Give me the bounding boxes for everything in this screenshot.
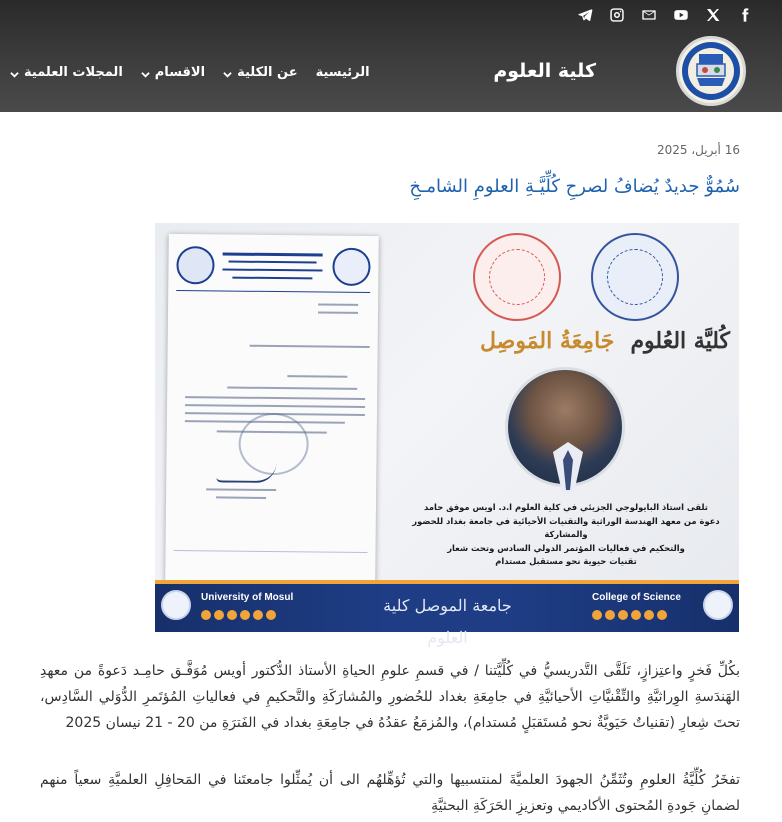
nav-home[interactable] (316, 65, 370, 80)
nav-home-label: الرئيسية (315, 64, 370, 80)
college-logo[interactable] (676, 36, 746, 106)
facebook-icon[interactable] (734, 4, 756, 26)
chevron-down-icon (10, 68, 19, 77)
college-seal-icon (703, 590, 733, 620)
banner-social-icons (201, 610, 276, 622)
caption-line: تقنيات حيوية نحو مستقبل مستدام (495, 556, 637, 566)
image-footer-banner (155, 580, 739, 647)
university-seal-icon (473, 233, 561, 321)
caption-line: والتحكيم في فعاليات المؤتمر الدولي السادس وتحت شعار (447, 542, 685, 553)
main-nav (10, 62, 370, 82)
nav-about-college[interactable] (223, 65, 298, 80)
letter-footer (173, 550, 367, 578)
university-seal-icon (332, 248, 370, 286)
nav-scientific-journals[interactable] (10, 65, 123, 80)
nav-scientific-journals-label: المجلات العلمية (24, 64, 123, 80)
caption-line: تلقى استاذ البايولوجي الجزيئي في كلية العلوم ا.د. اويس موفق حامد (424, 502, 708, 512)
nav-departments[interactable] (141, 65, 205, 80)
letter-letterhead (176, 246, 370, 288)
caption-line: دعوة من معهد الهندسة الوراثية والتقنيات الأحيائية في جامعة بغداد للحضور والمشاركة (412, 515, 720, 539)
instagram-icon[interactable] (606, 4, 628, 26)
social-links (574, 4, 756, 26)
nav-departments-label: الاقسام (154, 64, 206, 80)
signature (216, 462, 276, 483)
x-twitter-icon[interactable] (702, 4, 724, 26)
article-paragraph: تفخَرُ كُلِّيَّةُ العلومِ وتُثَمِّنُ الجهودَ العلميَّةَ لمنتسبيها والتي تُؤهِّلهُم الى أن يُمثِّلوا جامعتَنا في المَحافِلِ العلميَّةِ سعياً منهم لضمانِ جَودةِ المُحتوى الأكاديمي وتعزيزِ الحَرَكَةِ البحثيَّةِ (40, 772, 740, 814)
telegram-icon[interactable] (574, 4, 596, 26)
image-caption (403, 501, 729, 569)
site-header (0, 0, 782, 112)
seals-row (473, 233, 713, 333)
article-paragraph: بكُلِّ فَخرٍ واعتِزازٍ، تَلَقَّى التَّدريسيُّ في كُلِّيَّتنا / في قسمِ علومِ الحياةِ الأستاذ الدُّكتور أويس مُوَفَّـق حامِـد دَعوةً من معهدِ الهَندَسةِ الوِراثيَّةِ والتِّقْنيَّاتِ الأحيائيَّةِ في جامِعَةِ بغداد للحُضورِ والمُشارَكَةِ والتَّحكيمِ في فعالياتِ المُؤتَمرِ الدُّوَلي السَّادِس، تحتَ شِعارِ (تقنياتٌ حَيَويَّةٌ نحو مُستَقبَلٍ مُستدام)، والمُزمَعُ عقدُهُ في جامِعَةِ بغداد في الفَترَةِ من 20 - 21 نيسان 2025 (40, 663, 740, 731)
calligraphy-titles (480, 326, 730, 356)
nav-about-college-label: عن الكلية (237, 64, 298, 80)
banner-social-icons (592, 610, 667, 622)
invitation-letter-image (165, 234, 379, 584)
college-emblem-icon (680, 40, 742, 102)
chevron-down-icon (141, 68, 150, 77)
ministry-seal-icon (176, 246, 214, 284)
university-name-calligraphy: جَامِعَةُ المَوصِل (480, 328, 615, 354)
article-featured-image (155, 223, 739, 647)
professor-portrait (505, 367, 625, 487)
site-title[interactable]: كلية العلوم (493, 60, 596, 82)
article-title: سُمُوٌّ جديدٌ يُضافُ لصرحِ كُلِّيَّـةِ العلومِ الشامـخِ (409, 176, 740, 197)
college-name-calligraphy: كُليَّة العُلوم (630, 328, 730, 354)
email-icon[interactable] (638, 4, 660, 26)
article-date: 16 أبريل، 2025 (656, 143, 740, 157)
banner-college-name: College of Science (592, 592, 681, 603)
university-seal-icon (161, 590, 191, 620)
youtube-icon[interactable] (670, 4, 692, 26)
chevron-down-icon (223, 68, 232, 77)
college-seal-icon (591, 233, 679, 321)
banner-university-name: University of Mosul (201, 592, 294, 603)
banner-calligraphy: جامعة الموصل كلية العلوم (383, 596, 512, 647)
